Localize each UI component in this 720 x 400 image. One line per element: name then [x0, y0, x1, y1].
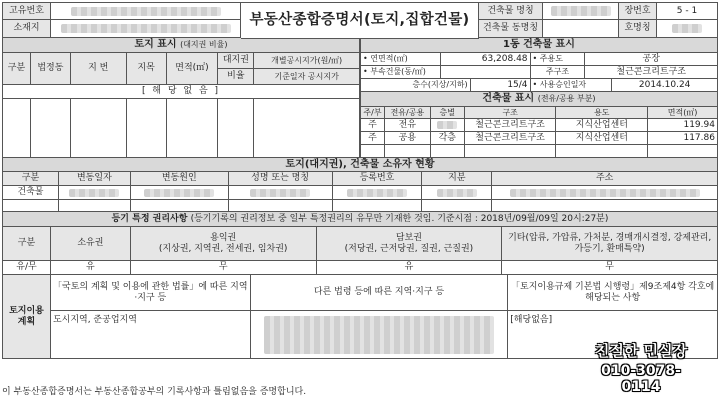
yeon-label: • 연면적(㎡) [361, 53, 441, 66]
stamp-overlay [586, 340, 696, 395]
document-title: 부동산종합증명서(토지,집합건물) [241, 3, 479, 39]
owner-col-addr: 주소 [492, 172, 718, 186]
unit-row-yongdo: 지식산업센터 [556, 132, 648, 145]
approve-label: • 사용승인일자 [531, 79, 613, 92]
stamp-phone: 010-3078-0114 [601, 363, 681, 395]
unit-row-use: 공용 [385, 132, 431, 145]
unit-col-yongdo: 용도 [556, 107, 648, 119]
floors-label: 층수(지상/지하) [361, 79, 471, 92]
footer-text: 이 부동산종합증명서는 부동산종합공부의 기록사항과 틀림없음을 증명합니다. [2, 387, 307, 397]
owner-row-label: 건축물 [3, 186, 59, 200]
unit-col-use: 전유/공용 [385, 107, 431, 119]
owner-col-date: 변동일자 [59, 172, 131, 186]
land-none: [ 해 당 없 음 ] [3, 85, 360, 99]
unit-col-floor: 층별 [431, 107, 465, 119]
rights-other-value: 무 [502, 261, 718, 275]
bu-label: • 부속건물(동/㎡) [361, 66, 441, 79]
stamp-name: 친절한 민실장 [594, 342, 688, 360]
owner-col-share: 지분 [422, 172, 492, 186]
building-name-label: 건축물 명칭 [479, 3, 543, 20]
unit-col-area: 면적(㎡) [648, 107, 718, 119]
unit-row-area: 117.86 [648, 132, 718, 145]
unit-row-area: 119.94 [648, 119, 718, 132]
owner-col-gubun: 구분 [3, 172, 59, 186]
building-name-value [543, 3, 619, 20]
rights-col-yongik: 용익권 (지상권, 지역권, 전세권, 임차권) [131, 227, 317, 261]
owner-col-reg: 등록번호 [333, 172, 423, 186]
building-dong-label: 건축물 동명칭 [479, 20, 543, 38]
certificate [2, 2, 718, 398]
plan-col1-head: 「국토의 계획 및 이용에 관한 법률」에 따른 지역·지구 등 [51, 275, 251, 311]
rights-col-gubun: 구분 [3, 227, 51, 261]
jooyongdo-value: 공장 [585, 53, 718, 66]
land-col-jibeon: 지 번 [71, 53, 127, 85]
floors-value: 15/4 [471, 79, 531, 92]
building-section-title: 1동 건축물 표시 [361, 38, 718, 53]
unit-row-gujo: 철근콘크리트구조 [465, 119, 557, 132]
land-col-price: 개별공시지가(원/㎡) [254, 53, 360, 69]
rights-dambo-value: 유 [317, 261, 503, 275]
owner-col-reason: 변동원인 [131, 172, 229, 186]
rights-row-label: 유/무 [3, 261, 51, 275]
land-col-jimok: 지목 [127, 53, 167, 85]
location-label: 소재지 [3, 20, 51, 38]
plan-label: 토지이용 계획 [3, 275, 51, 359]
plan-col2-value [251, 311, 509, 359]
yeon-value: 63,208.48 [441, 53, 531, 66]
unit-no-label: 장번호 [619, 3, 657, 20]
rights-col-dambo: 담보권 (저당권, 근저당권, 질권, 근질권) [317, 227, 503, 261]
owner-col-name: 성명 또는 명칭 [229, 172, 333, 186]
unit-col-gujo: 구조 [465, 107, 557, 119]
rights-col-own: 소유권 [51, 227, 131, 261]
land-col-base: 기준일자 공시지가 [254, 69, 360, 85]
owner-no-label: 고유번호 [3, 3, 51, 20]
land-col-area: 면적(㎡) [167, 53, 219, 85]
plan-col2-head: 다른 법령 등에 따른 지역·지구 등 [251, 275, 509, 311]
unit-section-title: 건축물 표시 (전유/공용 부분) [361, 92, 718, 107]
unit-row-jubu: 주 [361, 132, 385, 145]
location-value [51, 20, 241, 38]
gujo-value: 철근콘크리트구조 [585, 66, 718, 79]
rights-col-other: 기타(압류, 가압류, 가처분, 경매개시결정, 강제관리, 가등기, 환매특약) [502, 227, 718, 261]
plan-col3-value: [해당없음] [508, 311, 718, 359]
unit-row-yongdo: 지식산업센터 [556, 119, 648, 132]
unit-col-jubu: 주/부 [361, 107, 385, 119]
unit-no-value: 5 - 1 [657, 3, 718, 20]
ho-value [657, 20, 718, 38]
rights-section-title: 등기 특정 권리사항 (등기기록의 권리정보 중 일부 특정권리의 유무만 기재한 것임. 기준시점 : 2018년/09월/09일 20시:27분) [3, 212, 718, 227]
land-col-ratio: 비율 [218, 69, 254, 85]
plan-col1-value: 도시지역, 준공업지역 [51, 311, 251, 359]
unit-row-floor [431, 119, 465, 132]
unit-row-use: 전유 [385, 119, 431, 132]
land-col-dong: 법정동 [31, 53, 71, 85]
land-col-gubun: 구분 [3, 53, 31, 85]
ho-label: 호명칭 [619, 20, 657, 38]
gujo-label: 주구조 [531, 66, 586, 79]
land-section-title: 토지 표시 (대지권 비율) [3, 38, 360, 53]
unit-row-jubu: 주 [361, 119, 385, 132]
plan-col3-head: 「토지이용규제 기본법 시행령」제9조제4항 각호에 해당되는 사항 [508, 275, 718, 311]
land-col-daejikwon: 대지권 [218, 53, 254, 69]
owner-section-title: 토지(대지권), 건축물 소유자 현황 [3, 158, 718, 172]
rights-own-value: 유 [51, 261, 131, 275]
unit-row-floor: 각층 [431, 132, 465, 145]
unit-row-gujo: 철근콘크리트구조 [465, 132, 557, 145]
owner-no-value [51, 3, 241, 20]
building-dong-value [543, 20, 619, 38]
approve-value: 2014.10.24 [612, 79, 718, 92]
jooyongdo-label: • 주용도 [531, 53, 586, 66]
rights-yongik-value: 무 [131, 261, 317, 275]
